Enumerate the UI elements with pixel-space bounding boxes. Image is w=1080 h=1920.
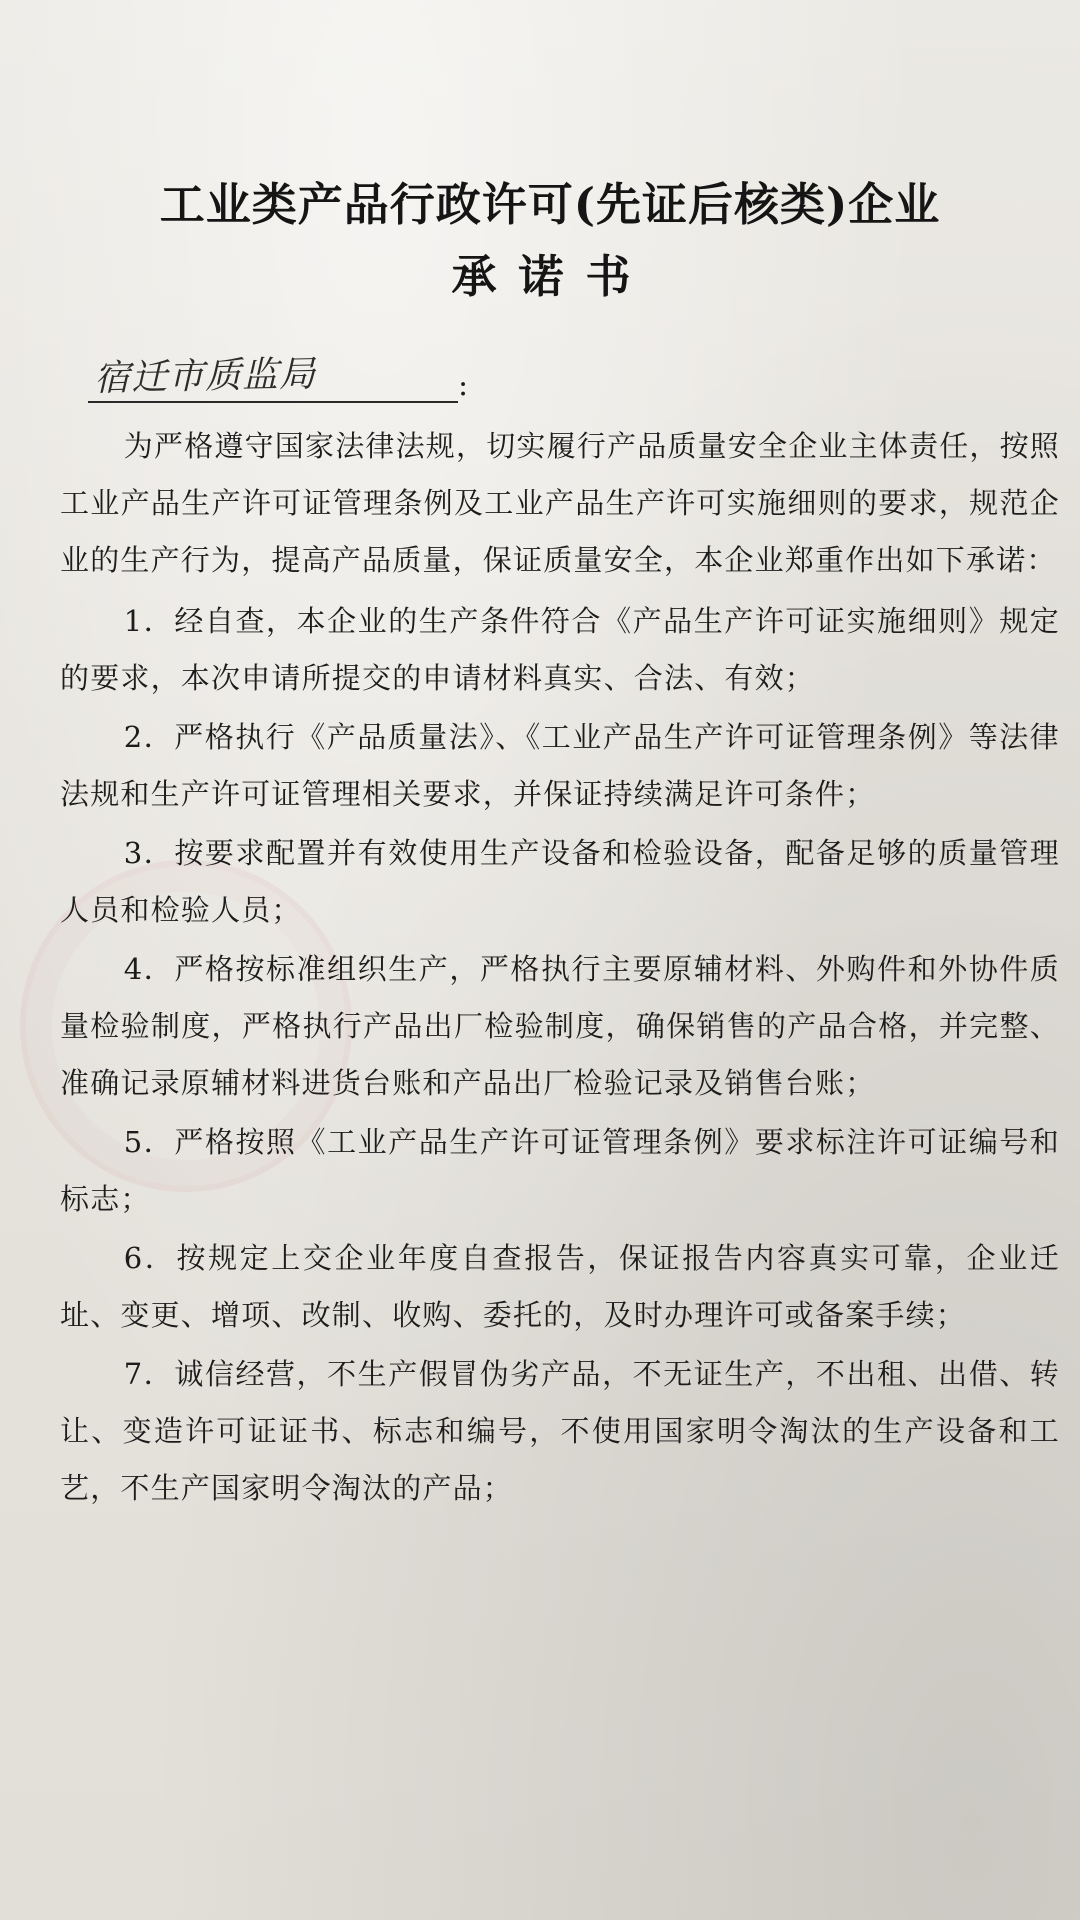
document-title-line2: 承诺书	[451, 250, 653, 303]
recipient-blank	[88, 355, 458, 403]
document-title-line1: 工业类产品行政许可(先证后核类)企业	[159, 178, 941, 231]
commitment-body	[60, 418, 1060, 1519]
intro-paragraph: 为严格遵守国家法律法规，切实履行产品质量安全企业主体责任，按照工业产品生产许可证管理条例及工业产品生产许可实施细则的要求，规范企业的生产行为，提高产品质量，保证质量安全，本企业郑重作出如下承诺：	[60, 429, 1060, 577]
commitment-item-7: 7．诚信经营，不生产假冒伪劣产品，不无证生产，不出租、出借、转让、变造许可证证书、标志和编号，不使用国家明令淘汰的生产设备和工艺，不生产国家明令淘汰的产品；	[60, 1357, 1060, 1505]
recipient-handwritten: 宿迁市质监局	[93, 353, 317, 400]
commitment-item-1: 1．经自查，本企业的生产条件符合《产品生产许可证实施细则》规定的要求，本次申请所提交的申请材料真实、合法、有效；	[60, 604, 1060, 695]
recipient-colon: :	[458, 368, 469, 403]
commitment-item-6: 6．按规定上交企业年度自查报告，保证报告内容真实可靠，企业迁址、变更、增项、改制、收购、委托的，及时办理许可或备案手续；	[60, 1241, 1060, 1332]
commitment-item-3: 3．按要求配置并有效使用生产设备和检验设备，配备足够的质量管理人员和检验人员；	[60, 836, 1060, 927]
commitment-item-4: 4．严格按标准组织生产，严格执行主要原辅材料、外购件和外协件质量检验制度，严格执行产品出厂检验制度，确保销售的产品合格，并完整、准确记录原辅材料进货台账和产品出厂检验记录及销售台账；	[60, 952, 1060, 1100]
commitment-item-2: 2．严格执行《产品质量法》、《工业产品生产许可证管理条例》等法律法规和生产许可证管理相关要求，并保证持续满足许可条件；	[60, 720, 1060, 811]
commitment-item-5: 5．严格按照《工业产品生产许可证管理条例》要求标注许可证编号和标志；	[60, 1125, 1060, 1216]
